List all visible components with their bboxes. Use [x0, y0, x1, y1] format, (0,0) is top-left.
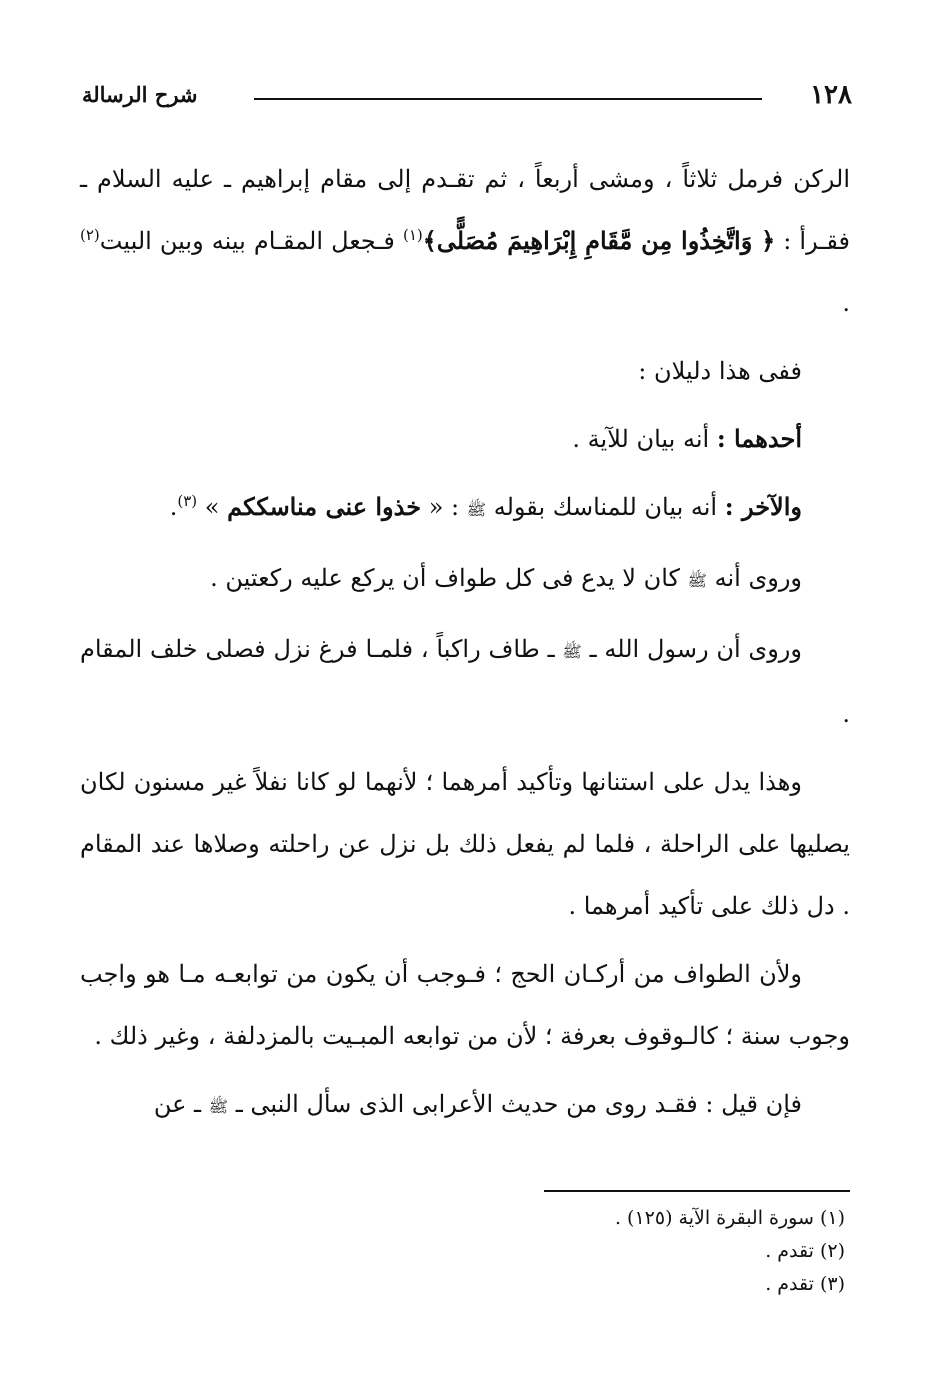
paragraph-text: : « [428, 493, 460, 521]
bold-lead: أحدهما : [716, 424, 802, 453]
bold-lead: والآخر : [724, 492, 802, 521]
footnotes [345, 1202, 845, 1301]
paragraph-text: وهذا يدل على استنانها وتأكيد أمرهما ؛ لأنهما لو كانا نفلاً غير مسنون لكان يصليها على الراحلة ، فلما لم يفعل ذلك بل نزل عن راحلته وصلاها عند المقام . دل ذلك على تأكيد أمرهما . [80, 768, 850, 920]
honorific-symbol: ﷺ [208, 1097, 229, 1116]
footnote-2: (٢) تقدم . [765, 1240, 845, 1262]
book-title: شرح الرسالة [82, 82, 198, 107]
footnote-ref: (٢) [80, 226, 100, 244]
paragraph-text: كان لا يدع فى كل طواف أن يركع عليه ركعتين . [210, 564, 680, 592]
footnote-ref: (١) [402, 226, 423, 244]
paragraph-7 [80, 751, 850, 937]
paragraph-text: ـ عن [153, 1090, 202, 1118]
paragraph-end: . [169, 493, 178, 521]
paragraph-text: ولأن الطواف من أركـان الحج ؛ فـوجب أن يكون من توابعـه مـا هو واجب وجوب سنة ؛ كالـوقوف بعرفة ؛ لأن من توابعه المبـيت بالمزدلفة ، وغير ذلك . [80, 960, 850, 1050]
paragraph-4 [80, 476, 850, 541]
header-rule [254, 98, 762, 100]
paragraph-text: » [204, 493, 220, 521]
paragraph-text: فـجعل المقـام بينه وبين البيت [99, 227, 395, 255]
paragraph-text: ـ طاف راكباً ، فلمـا فرغ نزل فصلى خلف المقام . [80, 635, 850, 728]
footnote-1: (١) سورة البقرة الآية (١٢٥) . [614, 1207, 845, 1229]
footnote-rule [544, 1190, 850, 1192]
main-text [80, 148, 850, 1144]
page-number: ١٢٨ [810, 80, 852, 110]
page-header [82, 78, 852, 118]
honorific-symbol: ﷺ [687, 571, 707, 590]
paragraph-text: أنه بيان للمناسك بقوله [493, 493, 718, 521]
footnote-ref: (٣) [177, 492, 198, 510]
paragraph-text: وروى أن رسول الله ـ [589, 635, 802, 663]
quran-verse: ﴿ وَاتَّخِذُوا مِن مَّقَامِ إِبْرَاهِيمَ مُصَلًّى﴾ [422, 226, 776, 255]
hadith-quote: خذوا عنى مناسككم [227, 492, 422, 521]
paragraph-text: أنه بيان للآية . [572, 425, 710, 453]
paragraph-8 [80, 943, 850, 1067]
paragraph-end: . [842, 289, 850, 317]
paragraph-text: الركن فرمل ثلاثاً ، ومشى أربعاً ، ثم تقـدم إلى مقام إبراهيم ـ عليه السلام ـ فقـرأ : [80, 165, 850, 255]
paragraph-5 [80, 547, 850, 612]
paragraph-9 [80, 1073, 850, 1138]
paragraph-text: ففى هذا دليلان : [638, 357, 802, 385]
paragraph-text: فإن قيل : فقـد روى من حديث الأعرابى الذى سأل النبى ـ [235, 1090, 802, 1118]
paragraph-3 [80, 408, 850, 470]
paragraph-2 [80, 340, 850, 402]
paragraph-1 [80, 148, 850, 334]
paragraph-text: وروى أنه [714, 564, 802, 592]
honorific-symbol: ﷺ [562, 642, 582, 661]
footnote-3: (٣) تقدم . [765, 1273, 845, 1295]
honorific-symbol: ﷺ [466, 500, 487, 519]
paragraph-6 [80, 618, 850, 745]
